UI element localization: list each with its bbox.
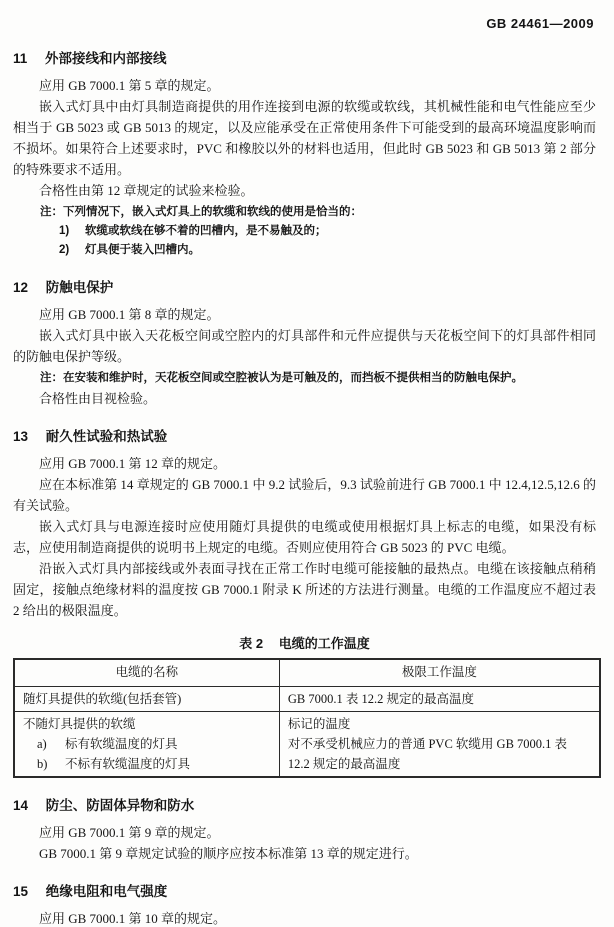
section-15-heading [13,883,596,900]
section-15-paragraph-1: 应用 GB 7000.1 第 10 章的规定。 [39,911,227,926]
section-12-heading [13,279,596,296]
row-2-item-a-text: 标有软缆温度的灯具 [65,737,178,751]
table-row-1 [14,687,600,712]
row-2-limit-temp [279,712,600,778]
section-14-heading [13,797,596,814]
section-11-title: 外部接线和内部接线 [45,51,167,66]
section-12-paragraph-2: 嵌入式灯具中嵌入天花板空间或空腔内的灯具部件和元件应提供与天花板空间下的灯具部件相同的防触电保护等级。 [13,328,596,364]
section-11-paragraph-3: 合格性由第 12 章规定的试验来检验。 [39,183,254,198]
table-2-caption-title: 电缆的工作温度 [278,636,370,651]
section-14-paragraph-1: 应用 GB 7000.1 第 9 章的规定。 [39,825,220,840]
section-15-number: 15 [13,884,29,899]
row-2-item-b-marker: b) [37,757,48,771]
cable-working-temperature-table [13,658,601,778]
table-header-row [14,659,600,687]
note-item-2-text: 灯具便于装入凹槽内。 [85,244,200,256]
section-11-note-item-2 [59,241,596,260]
note-item-1-marker: 1) [59,225,70,237]
table-2-caption [13,633,596,652]
section-13-number: 13 [13,429,29,444]
row-2-item-b [37,754,271,774]
section-13-paragraph-4: 沿嵌入式灯具内部接线或外表面寻找在正常工作时电缆可能接触的最热点。电缆在该接触点稍稍固定，接触点绝缘材料的温度按 GB 7000.1 附录 K 所述的方法进行测量。电缆的工作温度应不超过表 2 给出的极限温度。 [13,561,596,618]
section-11-number: 11 [13,51,28,66]
section-11-heading [13,50,596,67]
section-11-note-item-1 [59,222,596,241]
row-2-item-a [37,734,271,754]
section-12-paragraph-1: 应用 GB 7000.1 第 8 章的规定。 [39,307,220,322]
note-item-2-marker: 2) [59,244,70,256]
table-header-cable-name: 电缆的名称 [14,659,279,687]
section-12-note: 注：在安装和维护时，天花板空间或空腔被认为是可触及的，而挡板不提供相当的防触电保护。 [40,372,523,384]
section-15-title: 绝缘电阻和电气强度 [45,884,168,899]
table-2-caption-label: 表 2 [239,636,264,651]
note-item-1-text: 软缆或软线在够不着的凹槽内，是不易触及的； [85,225,327,237]
section-14-paragraph-2: GB 7000.1 第 9 章规定试验的顺序应按本标准第 13 章的规定进行。 [39,846,418,861]
doc-number: GB 24461—2009 [486,16,594,31]
table-row-2 [14,712,600,778]
section-13-paragraph-1: 应用 GB 7000.1 第 12 章的规定。 [39,456,227,471]
row-2-item-a-marker: a) [37,737,47,751]
section-12-title: 防触电保护 [45,280,114,295]
row-2-limit-temp-line-2: 对不承受机械应力的普通 PVC 软缆用 GB 7000.1 表 12.2 规定的最高温度 [287,737,568,771]
section-14-number: 14 [13,798,29,813]
row-2-cable-name [14,712,279,778]
section-13-heading [13,428,596,445]
table-header-limit-temp: 极限工作温度 [279,659,600,687]
section-13-paragraph-3: 嵌入式灯具与电源连接时应使用随灯具提供的电缆或使用根据灯具上标志的电缆，如果没有标志，应使用制造商提供的说明书上规定的电缆。否则应使用符合 GB 5023 的 PVC 电缆。 [13,519,596,555]
row-2-limit-temp-line-1: 标记的温度 [287,717,351,731]
row-2-item-b-text: 不标有软缆温度的灯具 [65,757,191,771]
section-13-paragraph-2: 应在本标准第 14 章规定的 GB 7000.1 中 9.2 试验后，9.3 试验前进行 GB 7000.1 中 12.4,12.5,12.6 的有关试验。 [13,477,596,513]
section-11-paragraph-2: 嵌入式灯具中由灯具制造商提供的用作连接到电源的软缆或软线，其机械性能和电气性能应至少相当于 GB 5023 或 GB 5013 的规定，以及应能承受在正常使用条件下可能受到的最高环境温度影响而不损坏。如果符合上述要求时，PVC 和橡胶以外的材料也适用，但此时 GB 5023 和 GB 5013 第 2 部分的特殊要求不适用。 [13,99,596,177]
section-11-note: 注：下列情况下，嵌入式灯具上的软缆和软线的使用是恰当的： [40,206,362,218]
row-2-cable-name-line: 不随灯具提供的软缆 [23,717,136,731]
section-12-number: 12 [13,280,29,295]
section-13-title: 耐久性试验和热试验 [45,429,168,444]
section-11-paragraph-1: 应用 GB 7000.1 第 5 章的规定。 [39,78,220,93]
row-1-limit-temp: GB 7000.1 表 12.2 规定的最高温度 [279,687,600,712]
section-14-title: 防尘、防固体异物和防水 [45,798,195,813]
row-1-cable-name: 随灯具提供的软缆(包括套管) [14,687,279,712]
section-12-paragraph-3: 合格性由目视检验。 [39,391,157,406]
